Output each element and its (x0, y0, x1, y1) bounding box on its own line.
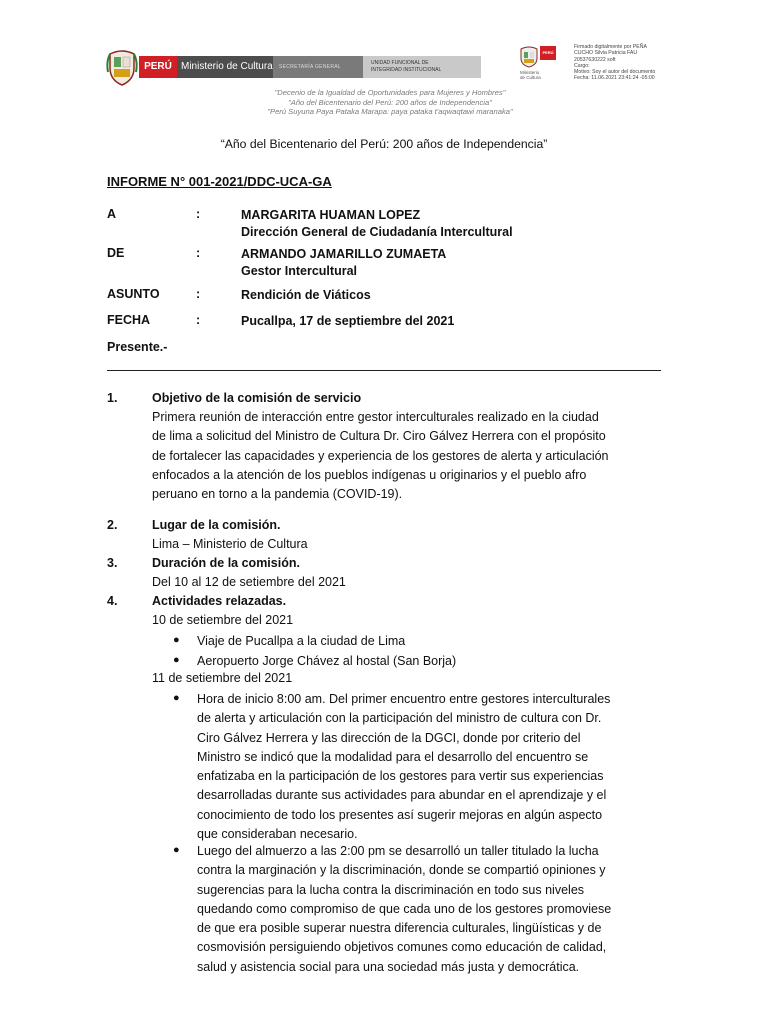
divider-line (107, 370, 661, 371)
field-fecha-label: FECHA (107, 313, 151, 327)
body-line: contra la marginación y la discriminación, donde se compartió opiniones y (197, 863, 606, 878)
signature-line: Cargo: (574, 62, 590, 69)
section-2-number: 2. (107, 518, 118, 532)
presente-label: Presente.- (107, 340, 168, 354)
section-2-title: Lugar de la comisión. (152, 518, 281, 532)
field-de-label: DE (107, 246, 125, 260)
section-3-body: Del 10 al 12 de setiembre del 2021 (152, 575, 346, 589)
day-1-item-2: Aeropuerto Jorge Chávez al hostal (San Borja) (197, 654, 457, 668)
coat-of-arms-mini-icon (518, 46, 540, 68)
digital-signature-block (574, 44, 694, 82)
body-line: enfocados a la atención de los pueblos indígenas u originarios y el pueblo afro (152, 467, 587, 482)
body-line: sugerencias para la lucha contra la discriminación en todo sus niveles (197, 882, 585, 897)
day-1-item-1: Viaje de Pucallpa a la ciudad de Lima (197, 634, 406, 648)
bullet-icon: ● (173, 692, 180, 704)
section-4-number: 4. (107, 594, 118, 608)
body-line: que consideraban necesario. (197, 827, 358, 842)
ministry-logo-box: Ministerio de Cultura (177, 56, 273, 78)
section-1-body (152, 408, 660, 504)
field-fecha-value: Pucallpa, 17 de septiembre del 2021 (241, 314, 455, 328)
body-line: Luego del almuerzo a las 2:00 pm se desarrolló un taller titulado la lucha (197, 844, 599, 858)
body-line: Ministro se indicó que la modalidad para el desarrollo del encuentro se (197, 749, 589, 764)
section-2-body: Lima – Ministerio de Cultura (152, 537, 308, 551)
decenio-block (180, 88, 600, 117)
signature-line: Motivo: Soy el autor del documento (574, 69, 656, 76)
signature-line: Fecha: 11.06.2021 23:41:24 -05:00 (574, 75, 655, 82)
bullet-icon: ● (173, 654, 180, 666)
body-line: peruano en torno a la pandemia (COVID-19). (152, 487, 403, 502)
body-line: Ciro Gálvez Herrera y las dirección de la DGCI, donde por criterio del (197, 730, 581, 745)
bullet-icon: ● (173, 844, 180, 856)
signature-line: 20537630222 soft (574, 56, 616, 63)
body-line: de alerta y articulación con la participación del ministro de cultura con Dr. (197, 711, 602, 726)
body-line: salud y asistencia social para una sociedad más justa y democrática. (197, 959, 580, 974)
year-quote: “Año del Bicentenario del Perú: 200 años de Independencia” (220, 137, 548, 151)
signature-line: CUCHO Silvia Patricia FAU (574, 50, 638, 57)
unidad-line-1: UNIDAD FUNCIONAL DE (371, 60, 429, 66)
field-de-colon: : (196, 246, 201, 260)
peru-mini-logo: PERÚ (540, 46, 556, 60)
field-a-role: Dirección General de Ciudadanía Intercultural (241, 225, 513, 239)
field-asunto-colon: : (196, 287, 201, 301)
field-a-label: A (107, 207, 117, 221)
body-line: enfatizaba en la participación de los gestores para vertir sus experiencias (197, 769, 604, 784)
body-line: de lima a solicitud del Ministro de Cultura Dr. Ciro Gálvez Herrera con el propósito (152, 429, 606, 444)
unidad-box (363, 56, 481, 78)
body-line: Primera reunión de interacción entre gestor interculturales realizado en la ciudad (152, 410, 599, 424)
document-title: INFORME N° 001-2021/DDC-UCA-GA (107, 174, 332, 189)
day-2-item-1 (197, 690, 661, 844)
ministry-mini-line-1: Ministerio (520, 70, 540, 75)
header-logo-strip (106, 44, 486, 90)
field-a-colon: : (196, 207, 201, 221)
decenio-line: "Año del Bicentenario del Perú: 200 años de Independencia" (288, 97, 492, 107)
body-line: de fortalecer las capacidades y experiencia de los gestores de alerta y articulación (152, 448, 609, 463)
body-line: desarrolladas durante sus actividades para abundar en el aprendizaje y el (197, 788, 607, 803)
day-1-date: 10 de setiembre del 2021 (152, 613, 294, 627)
field-fecha-colon: : (196, 313, 201, 327)
body-line: conocimiento de todo los presentes así sugerir mejoras en algún aspecto (197, 807, 603, 822)
day-2-item-2 (197, 842, 661, 977)
secretaria-box: SECRETARÍA GENERAL (273, 56, 363, 78)
field-asunto-label: ASUNTO (107, 287, 160, 301)
ministry-mini-line-2: de Cultura (520, 75, 541, 80)
section-4-title: Actividades relazadas. (152, 594, 287, 608)
section-1-number: 1. (107, 391, 118, 405)
body-line: de que era posible superar nuestra diferencia culturales, lingüísticas y de (197, 921, 602, 936)
peru-logo-box: PERÚ (139, 56, 177, 78)
section-3-number: 3. (107, 556, 118, 570)
body-line: Hora de inicio 8:00 am. Del primer encuentro entre gestores interculturales (197, 692, 611, 706)
body-line: quedando como compromiso de que cada uno de los gestores promoviese (197, 901, 612, 916)
field-de-role: Gestor Intercultural (241, 264, 357, 278)
coat-of-arms-icon (106, 48, 138, 86)
field-de-name: ARMANDO JAMARILLO ZUMAETA (241, 247, 447, 261)
bullet-icon: ● (173, 634, 180, 646)
day-2-date: 11 de setiembre del 2021 (152, 671, 293, 685)
ministry-mini-label (520, 70, 560, 80)
signature-line: Firmado digitalmente por PEÑA (574, 44, 647, 50)
unidad-line-2: INTEGRIDAD INSTITUCIONAL (371, 67, 442, 73)
field-a-name: MARGARITA HUAMAN LOPEZ (241, 208, 421, 222)
decenio-line: "Decenio de la Igualdad de Oportunidades para Mujeres y Hombres" (274, 88, 506, 97)
field-asunto-value: Rendición de Viáticos (241, 288, 371, 302)
body-line: cosmovisión persiguiendo objetivos comunes como educación de calidad, (197, 940, 607, 955)
section-1-title: Objetivo de la comisión de servicio (152, 391, 362, 405)
section-3-title: Duración de la comisión. (152, 556, 300, 570)
decenio-line: "Perú Suyuna Paya Pataka Marapa: paya pataka t'aqwaqtawi maranaka" (267, 107, 513, 117)
